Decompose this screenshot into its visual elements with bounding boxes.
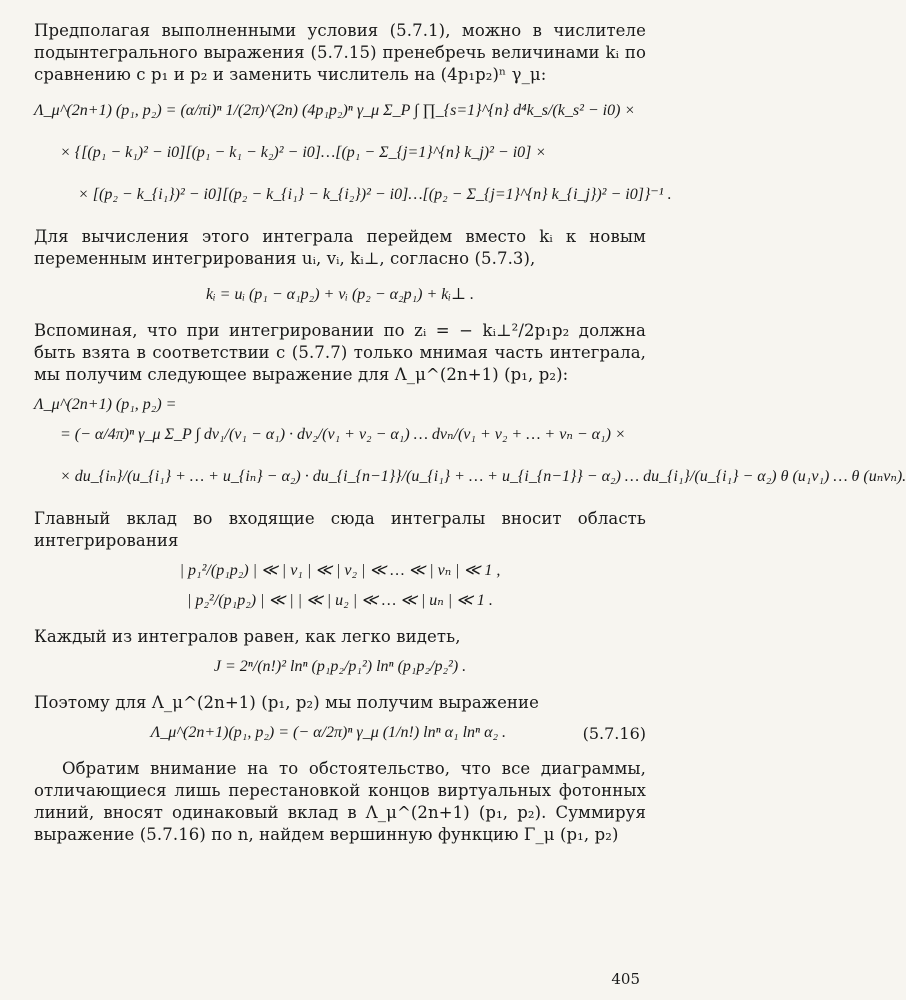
equation-5-7-16 <box>34 722 646 744</box>
equation-line: Λ_μ^(2n+1) (p₁, p₂) = <box>34 396 177 413</box>
paragraph-3: Вспоминая, что при интегрировании по zᵢ = − kᵢ⊥²/2p₁p₂ должна быть взята в соответствии с (5.7.7) только мнимая часть интеграла, мы получим следующее выражение для Λ_μ^(2n+1) (p₁, p₂): <box>34 321 646 384</box>
equation-region <box>34 560 646 612</box>
paragraph-7: Обратим внимание на то обстоятельство, что все диаграммы, отличающиеся лишь перестановкой концов виртуальных фотонных линий, вносят одинаковый вклад в Λ_μ^(2n+1) (p₁, p₂). Суммируя выражение (5.7.16) по n, найдем вершинную функцию Γ_μ (p₁, p₂) <box>34 759 646 844</box>
paragraph-6: Поэтому для Λ_μ^(2n+1) (p₁, p₂) мы получим выражение <box>34 693 539 712</box>
equation-variables: kᵢ = uᵢ (p₁ − α₁p₂) + vᵢ (p₂ − α₂p₁) + kᵢ⊥ . <box>206 286 474 303</box>
equation-line: | p₂²/(p₁p₂) | ≪ | | ≪ | u₂ | ≪ … ≪ | uₙ | ≪ 1 . <box>187 592 493 609</box>
equation-line: | p₁²/(p₁p₂) | ≪ | v₁ | ≪ | v₂ | ≪ … ≪ | vₙ | ≪ 1 , <box>179 562 501 579</box>
paragraph-1: Предполагая выполненными условия (5.7.1), можно в числителе подынтегрального выражения (5.7.15) пренебречь величинами kᵢ по сравнению с p₁ и p₂ и заменить числитель на (4p₁p₂)ⁿ γ_μ: <box>34 21 646 84</box>
equation-number: (5.7.16) <box>582 723 646 743</box>
paragraph-4: Главный вклад во входящие сюда интегралы вносит область интегрирования <box>34 509 646 550</box>
equation-line: × [(p₂ − k_{i₁})² − i0][(p₂ − k_{i₁} − k_{i₂})² − i0]…[(p₂ − Σ_{j=1}^{n} k_{i_j})² − i0]}⁻¹ . <box>78 186 672 203</box>
equation-line: Λ_μ^(2n+1)(p₁, p₂) = (− α/2π)ⁿ γ_μ (1/n!) lnⁿ α₁ lnⁿ α₂ . <box>150 724 507 741</box>
page-body <box>34 20 906 846</box>
page-number: 405 <box>611 970 640 988</box>
equation-line: Λ_μ^(2n+1) (p₁, p₂) = (α/πi)ⁿ 1/(2π)^(2n) (4p₁p₂)ⁿ γ_μ Σ_P ∫ ∏_{s=1}^{n} d⁴k_s/(k_s² − i0) × <box>34 102 636 119</box>
paragraph-5: Каждый из интегралов равен, как легко видеть, <box>34 627 461 646</box>
equation-line: × du_{iₙ}/(u_{i₁} + … + u_{iₙ} − α₂) · du_{i_{n−1}}/(u_{i₁} + … + u_{i_{n−1}} − α₂) … du_{i₁}/(u_{i₁} − α₂) θ (u₁v₁) … θ (uₙvₙ). <box>60 468 906 485</box>
equation-integral <box>34 394 906 488</box>
equation-J: J = 2ⁿ/(n!)² lnⁿ (p₁p₂/p₁²) lnⁿ (p₁p₂/p₂²) . <box>213 658 467 675</box>
equation-5-7-15-expanded <box>34 100 672 206</box>
paragraph-2: Для вычисления этого интеграла перейдем вместо kᵢ к новым переменным интегрирования uᵢ, vᵢ, kᵢ⊥, согласно (5.7.3), <box>34 227 646 268</box>
equation-line: = (− α/4π)ⁿ γ_μ Σ_P ∫ dv₁/(v₁ − α₁) · dv₂/(v₁ + v₂ − α₁) … dvₙ/(v₁ + v₂ + … + vₙ − α₁) × <box>60 426 626 443</box>
equation-line: × {[(p₁ − k₁)² − i0][(p₁ − k₁ − k₂)² − i0]…[(p₁ − Σ_{j=1}^{n} k_j)² − i0] × <box>60 144 547 161</box>
